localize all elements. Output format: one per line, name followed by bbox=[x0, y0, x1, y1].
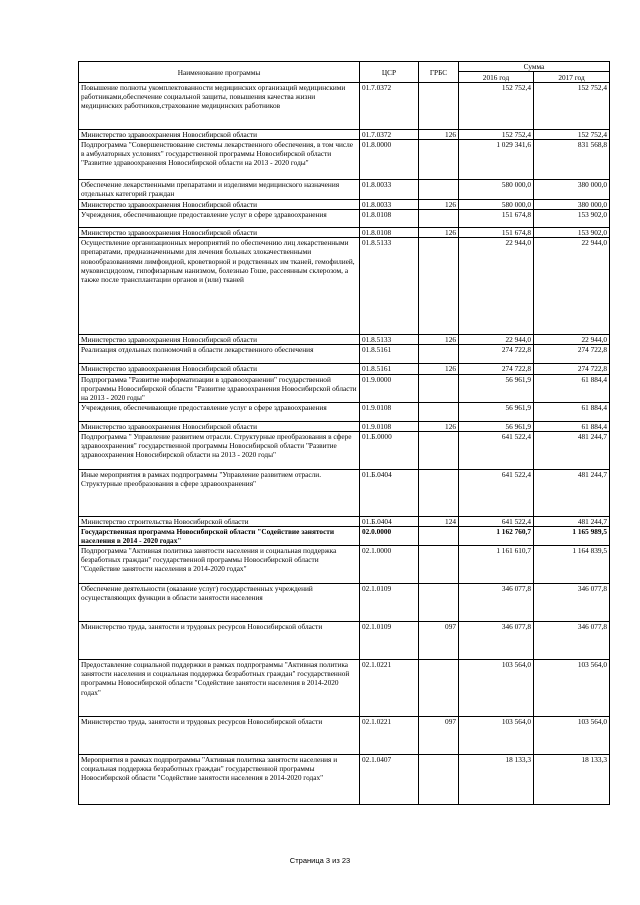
table-row bbox=[79, 130, 610, 140]
table-row bbox=[79, 755, 610, 805]
program-name-cell: Осуществление организационных мероприятий по обеспечению лиц лекарственными препаратами, предназначенными для лечения больных злокачественными новообразованиями лимфоидной, кроветворной и родственных им тканей, гемофилией, муковисцидозом, гипофизарным нанизмом, болезнью Гоше, рассеянным склерозом, а также после трансплантации органов и (или) тканей bbox=[79, 238, 360, 335]
header-2017: 2017 год bbox=[534, 72, 610, 83]
table-row bbox=[79, 180, 610, 200]
grbs-code-cell bbox=[419, 469, 459, 516]
table-row bbox=[79, 584, 610, 622]
grbs-code-cell bbox=[419, 83, 459, 130]
grbs-code-cell bbox=[419, 345, 459, 364]
sum-2017-cell: 22 944,0 bbox=[534, 238, 610, 335]
grbs-code-cell: 126 bbox=[419, 421, 459, 431]
sum-2016-cell: 22 944,0 bbox=[459, 335, 534, 345]
csr-code-cell: 02.1.0407 bbox=[360, 755, 419, 805]
sum-2017-cell: 152 752,4 bbox=[534, 83, 610, 130]
grbs-code-cell bbox=[419, 238, 459, 335]
grbs-code-cell bbox=[419, 140, 459, 180]
grbs-code-cell bbox=[419, 546, 459, 584]
sum-2017-cell: 103 564,0 bbox=[534, 660, 610, 717]
program-name-cell: Подпрограмма "Развитие информатизации в здравоохранении" государственной программы Новосибирской области "Развитие здравоохранения Новосибирской области на 2013 - 2020 годы" bbox=[79, 374, 360, 402]
table-row bbox=[79, 210, 610, 228]
sum-2016-cell: 274 722,8 bbox=[459, 364, 534, 374]
sum-2017-cell: 18 133,3 bbox=[534, 755, 610, 805]
program-name-cell: Учреждения, обеспечивающие предоставление услуг в сфере здравоохранения bbox=[79, 210, 360, 228]
program-name-cell: Министерство здравоохранения Новосибирской области bbox=[79, 335, 360, 345]
program-name-cell: Обеспечение лекарственными препаратами и изделиями медицинского назначения отдельных категорий граждан bbox=[79, 180, 360, 200]
sum-2016-cell: 1 162 760,7 bbox=[459, 527, 534, 546]
sum-2017-cell: 274 722,8 bbox=[534, 345, 610, 364]
program-name-cell: Подпрограмма "Активная политика занятости населения и социальная поддержка безработных граждан" государственной программы Новосибирской области "Содействие занятости населения в 2014-2020 годах" bbox=[79, 546, 360, 584]
table-row bbox=[79, 83, 610, 130]
sum-2016-cell: 151 674,8 bbox=[459, 210, 534, 228]
sum-2016-cell: 151 674,8 bbox=[459, 228, 534, 238]
table-row bbox=[79, 421, 610, 431]
sum-2017-cell: 481 244,7 bbox=[534, 431, 610, 469]
sum-2017-cell: 380 000,0 bbox=[534, 180, 610, 200]
table-row bbox=[79, 546, 610, 584]
sum-2016-cell: 274 722,8 bbox=[459, 345, 534, 364]
sum-2016-cell: 580 000,0 bbox=[459, 200, 534, 210]
sum-2017-cell: 1 164 839,5 bbox=[534, 546, 610, 584]
header-name: Наименование программы bbox=[79, 62, 360, 83]
grbs-code-cell: 126 bbox=[419, 228, 459, 238]
sum-2017-cell: 61 884,4 bbox=[534, 421, 610, 431]
csr-code-cell: 01.9.0108 bbox=[360, 421, 419, 431]
grbs-code-cell: 126 bbox=[419, 130, 459, 140]
sum-2016-cell: 152 752,4 bbox=[459, 83, 534, 130]
program-name-cell: Обеспечение деятельности (оказание услуг) государственных учреждений осуществляющих функции в области занятости населения bbox=[79, 584, 360, 622]
grbs-code-cell bbox=[419, 431, 459, 469]
sum-2017-cell: 274 722,8 bbox=[534, 364, 610, 374]
csr-code-cell: 01.8.0033 bbox=[360, 200, 419, 210]
table-row bbox=[79, 364, 610, 374]
sum-2016-cell: 103 564,0 bbox=[459, 717, 534, 755]
grbs-code-cell: 126 bbox=[419, 364, 459, 374]
csr-code-cell: 01.9.0000 bbox=[360, 374, 419, 402]
sum-2017-cell: 22 944,0 bbox=[534, 335, 610, 345]
csr-code-cell: 01.Б.0404 bbox=[360, 469, 419, 516]
csr-code-cell: 01.Б.0404 bbox=[360, 516, 419, 526]
sum-2017-cell: 103 564,0 bbox=[534, 717, 610, 755]
sum-2016-cell: 346 077,8 bbox=[459, 584, 534, 622]
table-row bbox=[79, 469, 610, 516]
sum-2016-cell: 152 752,4 bbox=[459, 130, 534, 140]
sum-2016-cell: 56 961,9 bbox=[459, 374, 534, 402]
sum-2016-cell: 103 564,0 bbox=[459, 660, 534, 717]
grbs-code-cell: 097 bbox=[419, 622, 459, 660]
sum-2017-cell: 346 077,8 bbox=[534, 584, 610, 622]
sum-2017-cell: 481 244,7 bbox=[534, 469, 610, 516]
grbs-code-cell: 124 bbox=[419, 516, 459, 526]
sum-2016-cell: 641 522,4 bbox=[459, 431, 534, 469]
table-row bbox=[79, 402, 610, 421]
sum-2016-cell: 18 133,3 bbox=[459, 755, 534, 805]
sum-2016-cell: 346 077,8 bbox=[459, 622, 534, 660]
program-name-cell: Повышение полноты укомплектованности медицинских организаций медицинскими работниками,обеспечение социальной защиты, повышения качества жизни медицинских работников,страхование медицинских работников bbox=[79, 83, 360, 130]
program-name-cell: Министерство здравоохранения Новосибирской области bbox=[79, 421, 360, 431]
table-row bbox=[79, 335, 610, 345]
budget-table bbox=[78, 61, 610, 805]
grbs-code-cell: 126 bbox=[419, 200, 459, 210]
program-name-cell: Министерство здравоохранения Новосибирской области bbox=[79, 364, 360, 374]
sum-2016-cell: 1 029 341,6 bbox=[459, 140, 534, 180]
grbs-code-cell bbox=[419, 755, 459, 805]
program-name-cell: Подпрограмма " Управление развитием отрасли. Структурные преобразования в сфере здравоохранения" государственной программы Новосибирской области "Развитие здравоохранения Новосибирской области на 2013 - 2020 годы" bbox=[79, 431, 360, 469]
program-name-cell: Учреждения, обеспечивающие предоставление услуг в сфере здравоохранения bbox=[79, 402, 360, 421]
grbs-code-cell bbox=[419, 527, 459, 546]
csr-code-cell: 02.1.0221 bbox=[360, 717, 419, 755]
table-row bbox=[79, 622, 610, 660]
table-row bbox=[79, 516, 610, 526]
csr-code-cell: 01.8.0108 bbox=[360, 210, 419, 228]
csr-code-cell: 02.1.0000 bbox=[360, 546, 419, 584]
sum-2017-cell: 61 884,4 bbox=[534, 374, 610, 402]
grbs-code-cell bbox=[419, 660, 459, 717]
csr-code-cell: 02.1.0109 bbox=[360, 622, 419, 660]
sum-2016-cell: 641 522,4 bbox=[459, 516, 534, 526]
csr-code-cell: 02.1.0221 bbox=[360, 660, 419, 717]
grbs-code-cell bbox=[419, 374, 459, 402]
program-name-cell: Мероприятия в рамках подпрограммы "Активная политика занятости населения и социальная поддержка безработных граждан" государственной программы Новосибирской области "Содействие занятости населения в 2014-2020 годах" bbox=[79, 755, 360, 805]
program-name-cell: Государственная программа Новосибирской области "Содействие занятости населения в 2014 - 2020 годах" bbox=[79, 527, 360, 546]
csr-code-cell: 01.8.5133 bbox=[360, 238, 419, 335]
table-row bbox=[79, 660, 610, 717]
csr-code-cell: 01.7.0372 bbox=[360, 130, 419, 140]
page-number: Страница 3 из 23 bbox=[289, 856, 351, 865]
csr-code-cell: 01.8.0108 bbox=[360, 228, 419, 238]
header-2016: 2016 год bbox=[459, 72, 534, 83]
sum-2017-cell: 481 244,7 bbox=[534, 516, 610, 526]
csr-code-cell: 02.1.0109 bbox=[360, 584, 419, 622]
program-name-cell: Министерство строительства Новосибирской области bbox=[79, 516, 360, 526]
sum-2016-cell: 1 161 610,7 bbox=[459, 546, 534, 584]
grbs-code-cell bbox=[419, 210, 459, 228]
table-row bbox=[79, 345, 610, 364]
sum-2017-cell: 1 165 989,5 bbox=[534, 527, 610, 546]
sum-2017-cell: 153 902,0 bbox=[534, 228, 610, 238]
sum-2016-cell: 641 522,4 bbox=[459, 469, 534, 516]
program-name-cell: Министерство труда, занятости и трудовых ресурсов Новосибирской области bbox=[79, 622, 360, 660]
table-row bbox=[79, 200, 610, 210]
sum-2017-cell: 152 752,4 bbox=[534, 130, 610, 140]
table-row bbox=[79, 431, 610, 469]
sum-2016-cell: 56 961,9 bbox=[459, 402, 534, 421]
sum-2017-cell: 831 568,8 bbox=[534, 140, 610, 180]
header-csr: ЦСР bbox=[360, 62, 419, 83]
program-name-cell: Министерство здравоохранения Новосибирской области bbox=[79, 200, 360, 210]
csr-code-cell: 01.8.0000 bbox=[360, 140, 419, 180]
program-name-cell: Министерство здравоохранения Новосибирской области bbox=[79, 130, 360, 140]
program-name-cell: Министерство здравоохранения Новосибирской области bbox=[79, 228, 360, 238]
header-sum: Сумма bbox=[459, 62, 610, 72]
csr-code-cell: 01.8.5133 bbox=[360, 335, 419, 345]
sum-2017-cell: 61 884,4 bbox=[534, 402, 610, 421]
program-name-cell: Предоставление социальной поддержки в рамках подпрограммы "Активная политика занятости населения и социальная поддержка безработных граждан" государственной программы Новосибирской области "Содействие занятости населения в 2014-2020 годах" bbox=[79, 660, 360, 717]
header-grbs: ГРБС bbox=[419, 62, 459, 83]
program-name-cell: Подпрограмма "Совершенствование системы лекарственного обеспечения, в том числе в амбулаторных условиях" государственной программы Новосибирской области "Развитие здравоохранения Новосибирской области на 2013 - 2020 годы" bbox=[79, 140, 360, 180]
csr-code-cell: 01.8.0033 bbox=[360, 180, 419, 200]
sum-2016-cell: 580 000,0 bbox=[459, 180, 534, 200]
csr-code-cell: 02.0.0000 bbox=[360, 527, 419, 546]
table-row bbox=[79, 238, 610, 335]
grbs-code-cell bbox=[419, 180, 459, 200]
sum-2017-cell: 153 902,0 bbox=[534, 210, 610, 228]
table-row bbox=[79, 527, 610, 546]
table-row bbox=[79, 228, 610, 238]
csr-code-cell: 01.8.5161 bbox=[360, 345, 419, 364]
grbs-code-cell: 126 bbox=[419, 335, 459, 345]
program-name-cell: Иные мероприятия в рамках подпрограммы "Управление развитием отрасли. Структурные преобразования в сфере здравоохранения" bbox=[79, 469, 360, 516]
sum-2016-cell: 56 961,9 bbox=[459, 421, 534, 431]
table-row bbox=[79, 140, 610, 180]
table-row bbox=[79, 374, 610, 402]
program-name-cell: Реализация отдельных полномочий в области лекарственного обеспечения bbox=[79, 345, 360, 364]
sum-2016-cell: 22 944,0 bbox=[459, 238, 534, 335]
csr-code-cell: 01.7.0372 bbox=[360, 83, 419, 130]
sum-2017-cell: 346 077,8 bbox=[534, 622, 610, 660]
csr-code-cell: 01.Б.0000 bbox=[360, 431, 419, 469]
csr-code-cell: 01.8.5161 bbox=[360, 364, 419, 374]
sum-2017-cell: 380 000,0 bbox=[534, 200, 610, 210]
program-name-cell: Министерство труда, занятости и трудовых ресурсов Новосибирской области bbox=[79, 717, 360, 755]
csr-code-cell: 01.9.0108 bbox=[360, 402, 419, 421]
grbs-code-cell: 097 bbox=[419, 717, 459, 755]
grbs-code-cell bbox=[419, 584, 459, 622]
table-row bbox=[79, 717, 610, 755]
grbs-code-cell bbox=[419, 402, 459, 421]
